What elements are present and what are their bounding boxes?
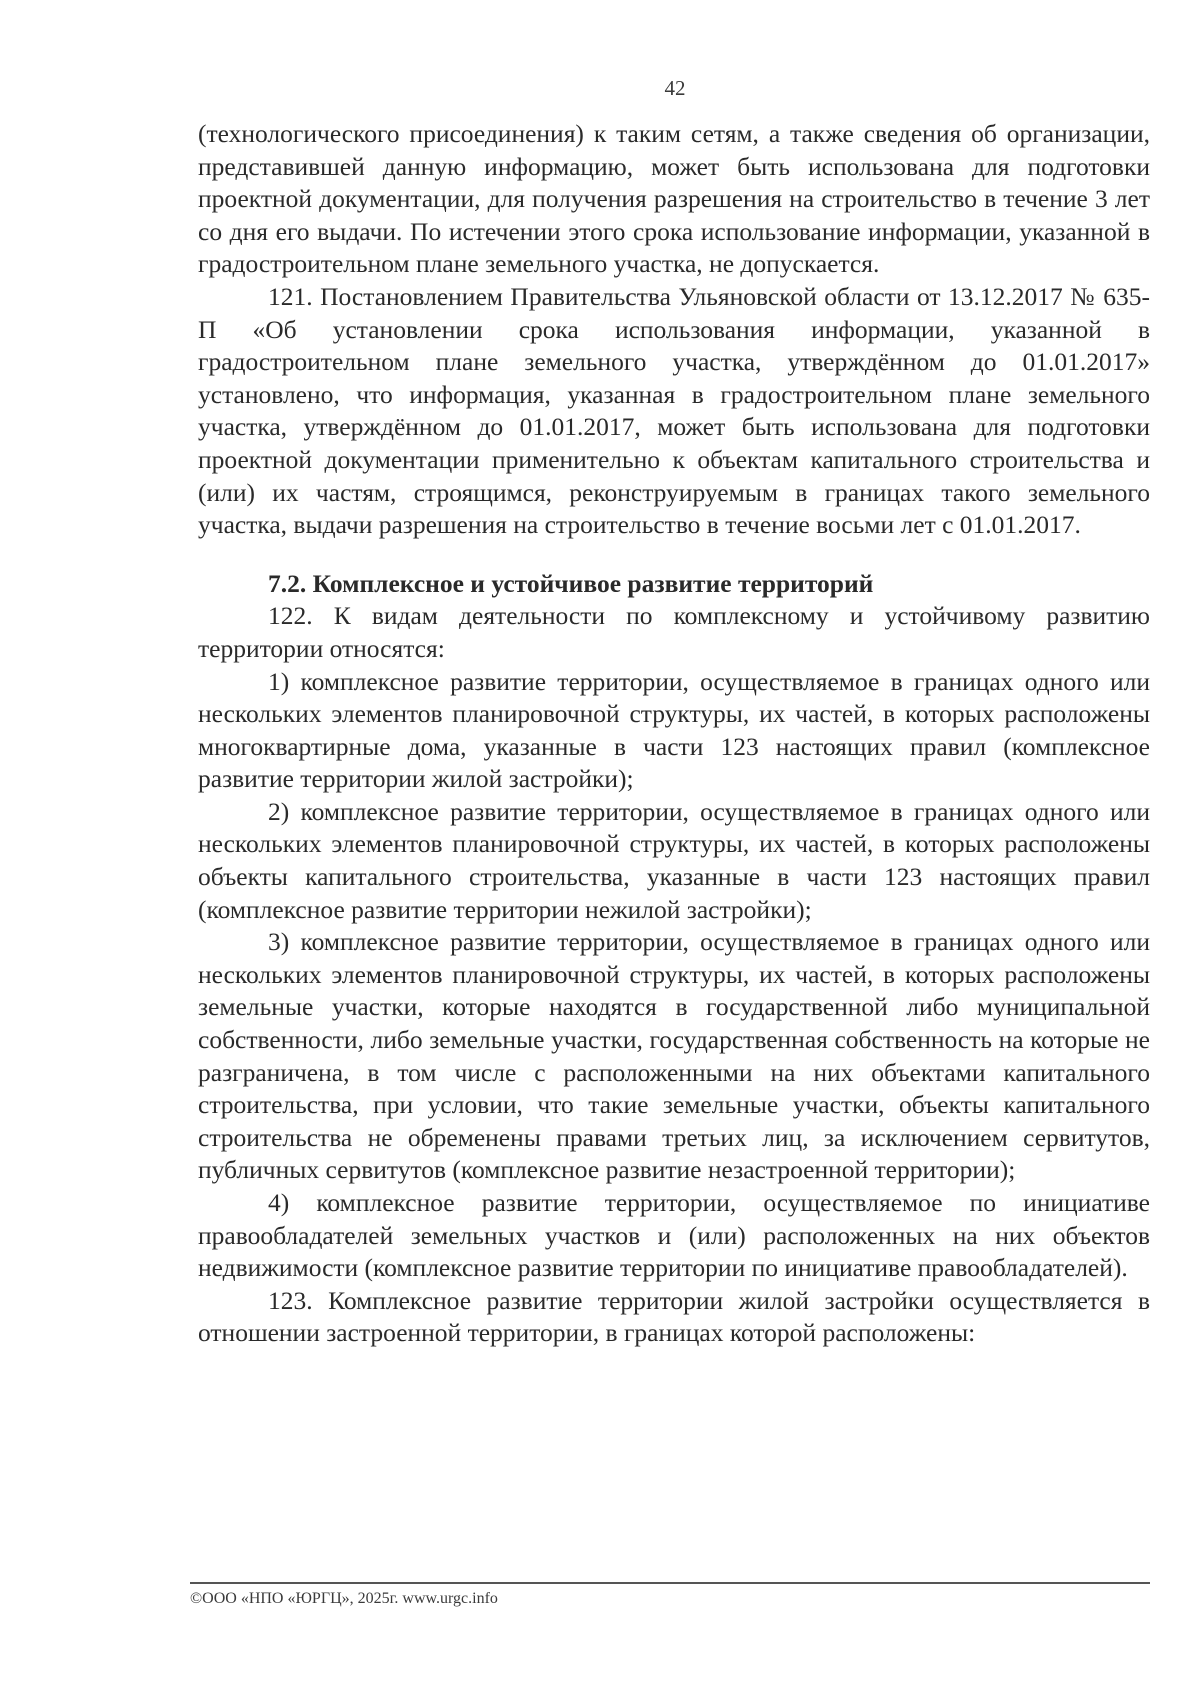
footer-divider: [190, 1582, 1150, 1584]
paragraph-121: 121. Постановлением Правительства Ульяновской области от 13.12.2017 № 635-П «Об установлении срока использования информации, указанной в градостроительном плане земельного участка, утверждённом до 01.01.2017» установлено, что информация, указанная в градостроительном плане земельного участка, утверждённом до 01.01.2017, может быть использована для подготовки проектной документации применительно к объектам капитального строительства и (или) их частям, строящимся, реконструируемым в границах такого земельного участка, выдачи разрешения на строительство в течение восьми лет с 01.01.2017.: [198, 281, 1150, 540]
document-body: [198, 118, 1150, 1350]
section-heading: 7.2. Комплексное и устойчивое развитие территорий: [268, 568, 874, 598]
footer-copyright: ©ООО «НПО «ЮРГЦ», 2025г. www.urgc.info: [190, 1590, 498, 1607]
paragraph-122: 122. К видам деятельности по комплексному и устойчивому развитию территории относятся:: [198, 601, 1150, 663]
list-item-3: 3) комплексное развитие территории, осуществляемое в границах одного или нескольких элементов планировочной структуры, их частей, в которых расположены земельные участки, которые находятся в государственной либо муниципальной собственности, либо земельные участки, государственная собственность на которые не разграничена, в том числе с расположенными на них объектами капитального строительства, при условии, что такие земельные участки, объекты капитального строительства не обременены правами третьих лиц, за исключением сервитутов, публичных сервитутов (комплексное развитие незастроенной территории);: [198, 927, 1150, 1185]
paragraph-continuation: (технологического присоединения) к таким сетям, а также сведения об организации, представившей данную информацию, может быть использована для подготовки проектной документации, для получения разрешения на строительство в течение 3 лет со дня его выдачи. По истечении этого срока использование информации, указанной в градостроительном плане земельного участка, не допускается.: [198, 119, 1150, 279]
paragraph-123: 123. Комплексное развитие территории жилой застройки осуществляется в отношении застроенной территории, в границах которой расположены:: [198, 1285, 1150, 1348]
page-number: 42: [664, 76, 686, 100]
list-item-4: 4) комплексное развитие территории, осуществляемое по инициативе правообладателей земельных участков и (или) расположенных на них объектов недвижимости (комплексное развитие территории по инициативе правообладателей).: [198, 1188, 1150, 1283]
list-item-2: 2) комплексное развитие территории, осуществляемое в границах одного или нескольких элементов планировочной структуры, их частей, в которых расположены объекты капитального строительства, указанные в части 123 настоящих правил (комплексное развитие территории нежилой застройки);: [198, 796, 1150, 924]
list-item-1: 1) комплексное развитие территории, осуществляемое в границах одного или нескольких элементов планировочной структуры, их частей, в которых расположены многоквартирные дома, указанные в части 123 настоящих правил (комплексное развитие территории жилой застройки);: [198, 666, 1150, 794]
